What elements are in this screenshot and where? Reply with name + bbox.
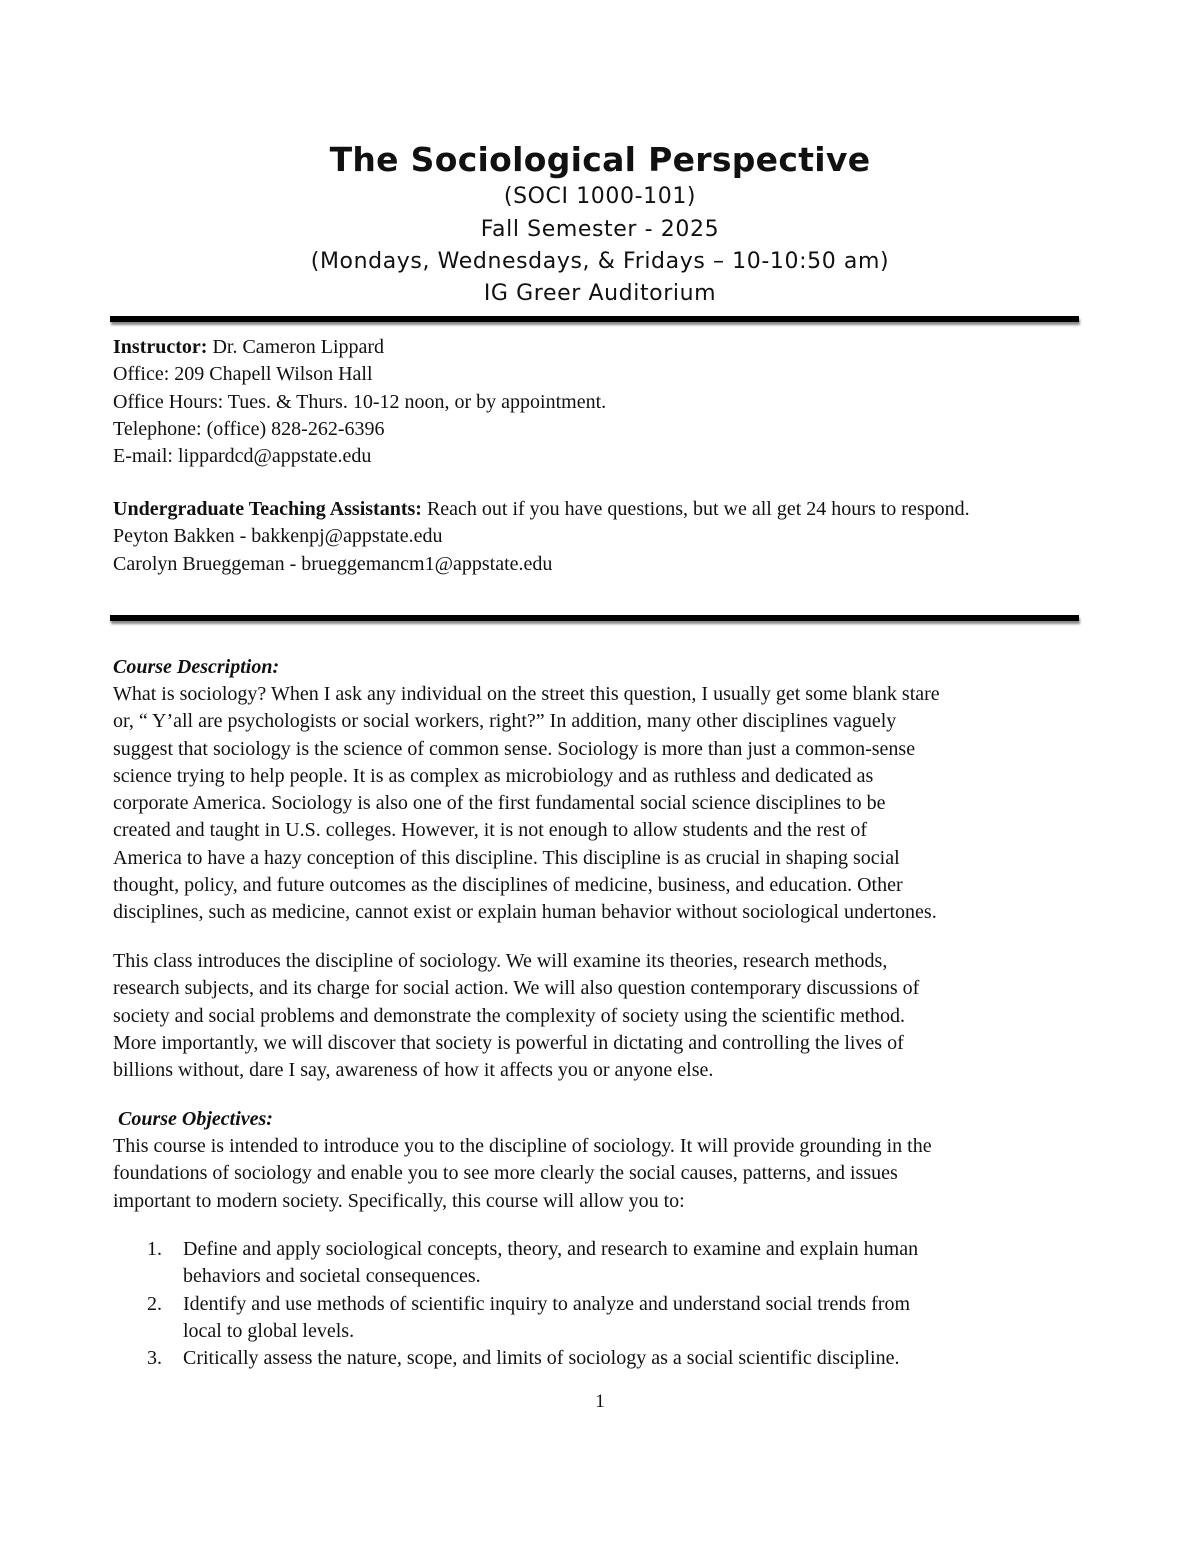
objectives-intro xyxy=(113,1133,1088,1215)
objectives-list xyxy=(113,1236,1088,1372)
text-line: Critically assess the nature, scope, and limits of sociology as a social scientific discipline. xyxy=(183,1347,900,1370)
text-line: More importantly, we will discover that society is powerful in dictating and controlling the lives of xyxy=(113,1031,904,1054)
course-objectives-heading: Course Objectives: xyxy=(118,1108,273,1130)
ta-note: Reach out if you have questions, but we all get 24 hours to respond. xyxy=(421,498,970,520)
text-line: Identify and use methods of scientific inquiry to analyze and understand social trends from xyxy=(183,1292,911,1315)
teaching-assistants xyxy=(113,496,1088,578)
telephone: Telephone: (office) 828-262-6396 xyxy=(113,417,385,440)
instructor-label: Instructor: xyxy=(113,336,208,358)
list-item xyxy=(113,1236,1088,1291)
text-line: local to global levels. xyxy=(183,1319,355,1342)
description-paragraph-2 xyxy=(113,948,1088,1084)
text-line: foundations of sociology and enable you to see more clearly the social causes, patterns, and issues xyxy=(113,1162,898,1185)
email: E-mail: lippardcd@appstate.edu xyxy=(113,445,372,468)
text-line: This class introduces the discipline of sociology. We will examine its theories, research methods, xyxy=(113,950,888,972)
page-number: 1 xyxy=(595,1391,605,1412)
text-line: disciplines, such as medicine, cannot exist or explain human behavior without sociological undertones. xyxy=(113,901,937,924)
list-number: 1. xyxy=(147,1238,162,1260)
text-line: America to have a hazy conception of this discipline. This discipline is as crucial in shaping social xyxy=(113,846,900,869)
text-line: important to modern society. Specifically, this course will allow you to: xyxy=(113,1189,685,1212)
text-line: What is sociology? When I ask any individual on the street this question, I usually get some blank stare xyxy=(113,683,940,705)
ta-entry: Carolyn Brueggeman - brueggemancm1@appstate.edu xyxy=(113,552,553,575)
course-code: (SOCI 1000-101) xyxy=(503,184,697,209)
list-item xyxy=(113,1291,1088,1346)
instructor-name: Dr. Cameron Lippard xyxy=(207,336,385,358)
text-line: behaviors and societal consequences. xyxy=(183,1265,481,1288)
header-divider xyxy=(110,316,1079,322)
list-number: 2. xyxy=(147,1292,162,1315)
instructor-line xyxy=(113,334,1088,361)
text-line: created and taught in U.S. colleges. However, it is not enough to allow students and the rest of xyxy=(113,819,868,842)
class-schedule: (Mondays, Wednesdays, & Fridays – 10-10:50 am) xyxy=(310,249,890,274)
text-line: Define and apply sociological concepts, theory, and research to examine and explain human xyxy=(183,1238,919,1260)
instructor-info xyxy=(113,334,1088,470)
ta-entry: Peyton Bakken - bakkenpj@appstate.edu xyxy=(113,525,443,548)
text-line: corporate America. Sociology is also one of the first fundamental social science disciplines to be xyxy=(113,792,886,815)
class-location: IG Greer Auditorium xyxy=(483,281,717,306)
ta-label: Undergraduate Teaching Assistants: xyxy=(113,498,422,520)
list-item xyxy=(113,1345,1088,1372)
text-line: thought, policy, and future outcomes as the disciplines of medicine, business, and education. Other xyxy=(113,874,903,897)
description-paragraph-1 xyxy=(113,681,1088,927)
semester: Fall Semester - 2025 xyxy=(480,217,720,242)
ta-intro xyxy=(113,496,1088,523)
text-line: suggest that sociology is the science of common sense. Sociology is more than just a common-sense xyxy=(113,737,916,760)
text-line: This course is intended to introduce you to the discipline of sociology. It will provide grounding in the xyxy=(113,1135,932,1157)
course-description-heading: Course Description: xyxy=(113,656,280,678)
text-line: science trying to help people. It is as complex as microbiology and as ruthless and dedicated as xyxy=(113,764,874,787)
text-line: or, “ Y’all are psychologists or social workers, right?” In addition, many other disciplines vaguely xyxy=(113,710,897,733)
section-divider xyxy=(110,615,1079,621)
page-title: The Sociological Perspective xyxy=(329,140,871,179)
text-line: research subjects, and its charge for social action. We will also question contemporary discussions of xyxy=(113,977,920,1000)
list-number: 3. xyxy=(147,1347,162,1370)
text-line: billions without, dare I say, awareness of how it affects you or anyone else. xyxy=(113,1059,714,1082)
office-hours: Office Hours: Tues. & Thurs. 10-12 noon, or by appointment. xyxy=(113,390,607,413)
office: Office: 209 Chapell Wilson Hall xyxy=(113,363,373,386)
text-line: society and social problems and demonstrate the complexity of society using the scientific method. xyxy=(113,1004,906,1027)
